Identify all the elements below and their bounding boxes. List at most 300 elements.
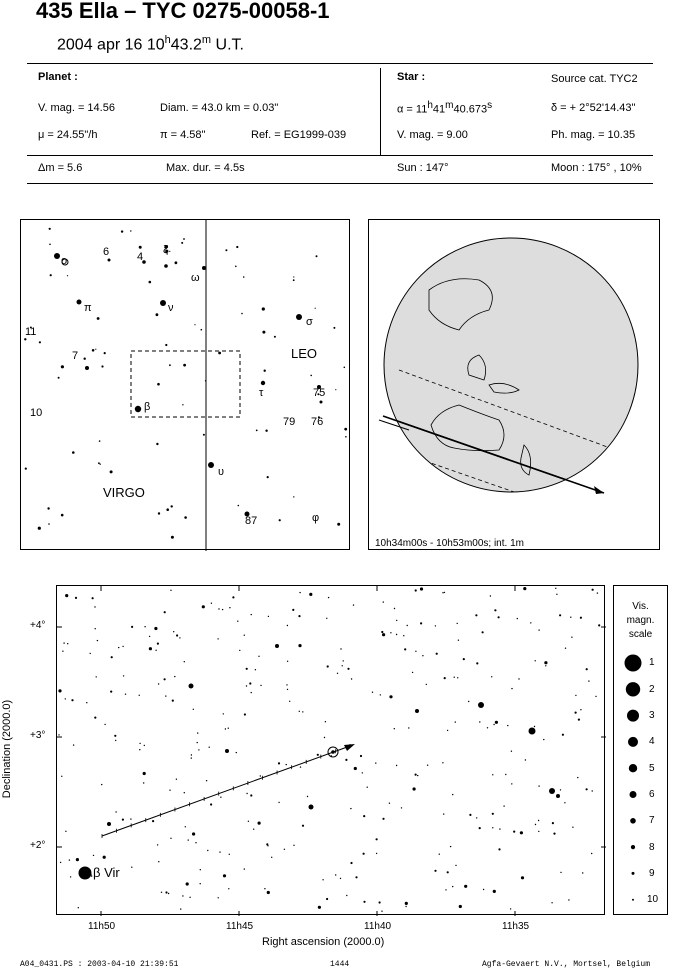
detail-star xyxy=(381,911,382,912)
detail-star xyxy=(143,782,144,783)
detail-star xyxy=(580,617,582,619)
finder-star xyxy=(95,349,96,350)
finder-star xyxy=(175,261,178,264)
detail-star xyxy=(551,902,552,903)
moon-elongation: Moon : 175° , 10% xyxy=(551,162,642,174)
finder-stars xyxy=(24,228,347,539)
detail-star xyxy=(139,695,140,696)
detail-star xyxy=(380,694,381,695)
detail-star xyxy=(260,685,261,686)
detail-star xyxy=(568,899,569,900)
star-vmag: V. mag. = 9.00 xyxy=(397,129,468,141)
detail-star xyxy=(575,712,577,714)
detail-star xyxy=(443,813,444,814)
finder-label-87: 87 xyxy=(245,515,258,527)
detail-star xyxy=(229,854,230,855)
scale-dot xyxy=(625,655,642,672)
finder-label-beta: β xyxy=(144,401,151,413)
detail-star xyxy=(405,906,406,907)
finder-star xyxy=(39,341,41,343)
detail-star xyxy=(92,597,94,599)
detail-star xyxy=(75,597,77,599)
detail-star xyxy=(139,743,140,744)
detail-star xyxy=(143,772,146,775)
detail-star xyxy=(115,811,116,812)
detail-star xyxy=(298,644,301,647)
path-arrowhead xyxy=(594,486,604,494)
detail-star xyxy=(264,888,265,889)
finder-star xyxy=(67,275,68,276)
detail-star xyxy=(498,616,500,618)
finder-label-omicron: ο xyxy=(61,255,68,267)
detail-star xyxy=(200,869,201,870)
detail-star xyxy=(158,861,159,862)
detail-star xyxy=(58,734,59,735)
finder-star xyxy=(157,383,160,386)
constellation-virgo: VIRGO xyxy=(103,485,145,500)
finder-label-10: 10 xyxy=(30,407,43,419)
finder-star xyxy=(24,338,26,340)
detail-star xyxy=(565,648,566,649)
finder-star xyxy=(121,230,123,232)
detail-star xyxy=(492,827,493,828)
footer-file-info: A04_0431.PS : 2003-04-10 21:39:51 xyxy=(20,960,179,969)
detail-star xyxy=(300,766,301,767)
detail-star xyxy=(345,759,347,761)
detail-star xyxy=(417,775,418,776)
detail-star xyxy=(530,728,531,729)
detail-chart-graphic xyxy=(57,586,606,916)
detail-star xyxy=(439,854,440,855)
globe-caption: 10h34m00s - 10h53m00s; int. 1m xyxy=(375,538,524,549)
detail-star xyxy=(520,831,523,834)
detail-star xyxy=(457,623,458,624)
detail-star xyxy=(170,590,171,591)
detail-star xyxy=(299,592,300,593)
detail-star xyxy=(350,808,351,809)
finder-star xyxy=(61,514,64,517)
planet-vmag: V. mag. = 14.56 xyxy=(38,102,115,114)
planet-parallax: π = 4.58" xyxy=(160,129,206,141)
planet-motion: μ = 24.55"/h xyxy=(38,129,98,141)
finder-star xyxy=(274,336,276,338)
detail-star xyxy=(123,675,124,676)
finder-star xyxy=(181,242,183,244)
detail-star xyxy=(286,764,287,765)
detail-star xyxy=(335,874,336,875)
detail-star xyxy=(490,595,491,596)
finder-star xyxy=(316,255,318,257)
detail-star xyxy=(381,631,383,633)
finder-star xyxy=(165,344,167,346)
detail-star xyxy=(61,776,62,777)
scale-label-4: 4 xyxy=(649,736,655,747)
detail-star xyxy=(197,732,198,733)
detail-star xyxy=(469,814,471,816)
detail-star xyxy=(90,653,91,654)
detail-star xyxy=(192,832,195,835)
scale-label-8: 8 xyxy=(649,842,655,853)
detail-star xyxy=(363,901,365,903)
detail-star xyxy=(478,702,484,708)
footer-page-number: 1444 xyxy=(330,960,350,969)
detail-star xyxy=(110,691,112,693)
finder-star xyxy=(54,253,60,259)
beta-vir-label: β Vir xyxy=(93,865,120,880)
detail-star xyxy=(317,754,319,756)
detail-star xyxy=(553,833,555,835)
detail-star xyxy=(436,653,438,655)
detail-star xyxy=(95,628,96,629)
detail-star xyxy=(538,820,539,821)
finder-star xyxy=(156,443,158,445)
finder-star xyxy=(49,244,51,246)
detail-star xyxy=(382,633,385,636)
finder-label-76: 76 xyxy=(311,416,324,428)
finder-star xyxy=(166,508,169,511)
detail-star xyxy=(278,802,279,803)
detail-star xyxy=(93,855,94,856)
detail-star xyxy=(343,660,344,661)
detail-star xyxy=(455,721,456,722)
detail-star xyxy=(390,632,391,633)
detail-star xyxy=(549,788,555,794)
finder-star xyxy=(261,381,265,385)
detail-star xyxy=(94,717,96,719)
finder-star xyxy=(101,365,103,367)
detail-star xyxy=(435,625,436,626)
detail-star xyxy=(452,794,453,795)
info-divider xyxy=(380,68,381,155)
sun-elongation: Sun : 147° xyxy=(397,162,449,174)
finder-star xyxy=(262,307,265,310)
detail-star xyxy=(211,603,212,604)
footer-publisher: Agfa-Gevaert N.V., Mortsel, Belgium xyxy=(482,960,651,969)
finder-star xyxy=(156,313,159,316)
detail-star xyxy=(372,692,373,693)
detail-star xyxy=(511,751,512,752)
info-bottom-rule xyxy=(27,183,653,184)
detail-star xyxy=(482,631,484,633)
detail-star xyxy=(592,790,593,791)
detail-star xyxy=(556,794,560,798)
detail-star xyxy=(562,734,564,736)
detail-star xyxy=(454,677,455,678)
scale-dot xyxy=(631,845,635,849)
ra-hour-unit: h xyxy=(427,100,433,111)
detail-star xyxy=(258,656,259,657)
finder-star xyxy=(135,406,141,412)
star-heading: Star : xyxy=(397,71,426,83)
detail-star xyxy=(353,604,354,605)
finder-star xyxy=(25,468,27,470)
detail-star xyxy=(104,724,105,725)
finder-chart xyxy=(20,219,350,550)
detail-star xyxy=(552,822,554,824)
finder-label-7: 7 xyxy=(72,350,79,362)
finder-star xyxy=(238,505,240,507)
detail-star xyxy=(165,695,166,696)
detail-star xyxy=(144,626,145,627)
detail-star xyxy=(396,765,397,766)
beta-vir-star xyxy=(79,867,92,880)
detail-star xyxy=(591,853,592,854)
finder-star xyxy=(315,308,316,309)
detail-star xyxy=(260,775,261,776)
detail-star xyxy=(249,682,251,684)
planet-diameter: Diam. = 43.0 km = 0.03" xyxy=(160,102,279,114)
detail-star xyxy=(582,872,583,873)
finder-label-6: 6 xyxy=(103,246,110,258)
detail-star xyxy=(289,701,290,702)
detail-star xyxy=(328,597,329,598)
ra-prefix: α = 11 xyxy=(397,103,428,116)
detail-star xyxy=(347,668,349,670)
detail-star xyxy=(518,678,519,679)
detail-star xyxy=(184,792,185,793)
detail-star xyxy=(513,831,515,833)
detail-star xyxy=(389,695,392,698)
detail-star xyxy=(130,818,131,819)
finder-label-sigma: σ xyxy=(306,316,313,328)
detail-star xyxy=(521,876,524,879)
scale-title-line3: scale xyxy=(628,629,653,640)
detail-star xyxy=(287,625,288,626)
detail-star xyxy=(479,827,481,829)
detail-star xyxy=(266,843,268,845)
detail-star xyxy=(476,817,477,818)
finder-label-79: 79 xyxy=(283,416,296,428)
detail-star xyxy=(420,622,422,624)
detail-star xyxy=(327,665,329,667)
scale-dot xyxy=(628,737,638,747)
finder-star xyxy=(58,377,60,379)
detail-star xyxy=(168,893,169,894)
detail-star xyxy=(218,608,219,609)
detail-star xyxy=(494,609,496,611)
detail-star xyxy=(415,709,419,713)
star-declination: δ = + 2°52'14.43" xyxy=(551,102,636,114)
detail-star xyxy=(217,638,218,639)
detail-star xyxy=(275,644,279,648)
detail-star xyxy=(202,605,205,608)
finder-star xyxy=(183,364,186,367)
max-duration: Max. dur. = 4.5s xyxy=(166,162,245,174)
detail-star xyxy=(258,822,261,825)
detail-star xyxy=(164,611,166,613)
hour-unit: h xyxy=(164,34,171,46)
detail-star xyxy=(457,677,458,678)
finder-star xyxy=(344,367,346,369)
detail-star xyxy=(491,676,492,677)
detail-star xyxy=(197,742,198,743)
detail-star xyxy=(476,662,478,664)
detail-star xyxy=(556,594,557,595)
target-star xyxy=(331,750,335,754)
detail-star xyxy=(191,754,192,755)
detail-star xyxy=(459,905,462,908)
detail-star xyxy=(468,701,469,702)
info-mid-rule xyxy=(27,155,653,156)
detail-star xyxy=(544,661,547,664)
finder-star xyxy=(267,476,269,478)
globe-panel xyxy=(368,219,660,550)
detail-star xyxy=(65,698,66,699)
finder-star xyxy=(108,259,111,262)
finder-label-4: 4 xyxy=(137,251,144,263)
detail-star xyxy=(244,713,246,715)
scale-label-2: 2 xyxy=(649,684,655,695)
detail-star xyxy=(161,892,162,893)
star-right-ascension xyxy=(397,100,492,116)
detail-star xyxy=(173,631,174,632)
finder-star xyxy=(72,451,75,454)
detail-star xyxy=(255,669,256,670)
detail-star xyxy=(383,601,384,602)
finder-star xyxy=(182,404,183,405)
detail-star xyxy=(450,846,451,847)
detail-star xyxy=(510,908,511,909)
detail-star xyxy=(322,879,323,880)
ra-second-unit: s xyxy=(487,100,493,111)
detail-star xyxy=(302,825,304,827)
detail-star xyxy=(115,740,116,741)
x-tick-label-1145: 11h45 xyxy=(226,921,254,932)
detail-star xyxy=(164,678,166,680)
star-phmag: Ph. mag. = 10.35 xyxy=(551,129,636,141)
detail-star xyxy=(534,726,535,727)
detail-star xyxy=(325,721,326,722)
finder-star xyxy=(320,401,323,404)
detail-star xyxy=(367,787,368,788)
detail-star xyxy=(452,886,453,887)
scale-dot xyxy=(629,764,637,772)
detail-star xyxy=(592,589,594,591)
finder-star xyxy=(243,276,245,278)
detail-star xyxy=(67,643,68,644)
detail-star xyxy=(342,665,343,666)
detail-star xyxy=(293,845,294,846)
finder-star xyxy=(48,523,50,525)
earth-lit-disc xyxy=(384,238,638,492)
detail-star xyxy=(149,647,152,650)
constellation-leo: LEO xyxy=(291,346,318,361)
delta-mag: Δm = 5.6 xyxy=(38,162,83,174)
scale-title-line1: Vis. xyxy=(632,601,649,612)
finder-star xyxy=(92,349,95,352)
detail-star xyxy=(505,774,506,775)
date-text: 2004 apr 16 10 xyxy=(57,36,165,54)
detail-star xyxy=(407,625,408,626)
detail-star xyxy=(545,665,546,666)
globe-graphic xyxy=(369,220,661,551)
minute-unit: m xyxy=(201,34,212,46)
detail-star xyxy=(149,636,150,637)
detail-star xyxy=(564,802,565,803)
detail-star xyxy=(597,592,598,593)
finder-star xyxy=(345,436,347,438)
finder-star xyxy=(98,462,100,464)
detail-star xyxy=(394,728,395,729)
finder-star xyxy=(208,462,214,468)
detail-star xyxy=(65,831,66,832)
detail-star xyxy=(571,637,572,638)
detail-star xyxy=(131,626,133,628)
detail-star xyxy=(210,803,212,805)
x-axis-ticks xyxy=(101,586,515,916)
detail-star xyxy=(302,711,303,712)
detail-star xyxy=(207,850,208,851)
detail-star xyxy=(463,658,465,660)
detail-star xyxy=(309,593,312,596)
y-axis-ticks xyxy=(57,627,606,847)
finder-star xyxy=(293,496,294,497)
page-title: 435 Ella – TYC 0275-00058-1 xyxy=(36,0,330,23)
finder-star xyxy=(84,358,86,360)
detail-star xyxy=(415,651,416,652)
detail-star xyxy=(165,891,167,893)
detail-star xyxy=(219,851,220,852)
x-axis-label: Right ascension (2000.0) xyxy=(262,936,385,948)
detail-star xyxy=(222,609,223,610)
detail-star xyxy=(427,765,428,766)
detail-star xyxy=(278,762,280,764)
finder-star xyxy=(184,516,187,519)
scale-dot xyxy=(626,682,640,696)
detail-star xyxy=(530,622,531,623)
detail-star xyxy=(403,635,404,636)
y-tick-label-2: +2° xyxy=(30,840,46,851)
finder-label-upsilon: υ xyxy=(218,466,225,478)
detail-star xyxy=(63,642,64,643)
detail-star xyxy=(267,891,270,894)
scale-label-1: 1 xyxy=(649,657,655,668)
detail-star xyxy=(535,660,536,661)
finder-star xyxy=(256,430,258,432)
detail-star xyxy=(458,640,459,641)
detail-star xyxy=(559,614,561,616)
detail-star xyxy=(375,762,376,763)
detail-star xyxy=(69,859,70,860)
detail-star xyxy=(114,735,116,737)
detail-star xyxy=(144,745,145,746)
detail-star xyxy=(475,614,477,616)
detail-star xyxy=(220,797,221,798)
finder-star xyxy=(160,300,166,306)
detail-star xyxy=(318,906,321,909)
detail-star xyxy=(570,617,571,618)
detail-star xyxy=(191,757,192,758)
finder-star xyxy=(61,365,64,368)
detail-star xyxy=(155,650,156,651)
detail-star xyxy=(575,695,576,696)
detail-star xyxy=(442,592,443,593)
finder-star xyxy=(171,505,173,507)
scale-dot xyxy=(632,872,635,875)
detail-star xyxy=(86,702,87,703)
detail-star xyxy=(324,737,325,738)
finder-star xyxy=(139,246,142,249)
detail-star xyxy=(507,725,508,726)
detail-star xyxy=(525,759,526,760)
detail-star xyxy=(237,621,238,622)
detail-star xyxy=(434,870,436,872)
detail-star xyxy=(189,684,194,689)
detail-star xyxy=(487,727,488,728)
detail-star xyxy=(229,607,230,608)
detail-star xyxy=(193,709,194,710)
detail-star xyxy=(195,842,196,843)
